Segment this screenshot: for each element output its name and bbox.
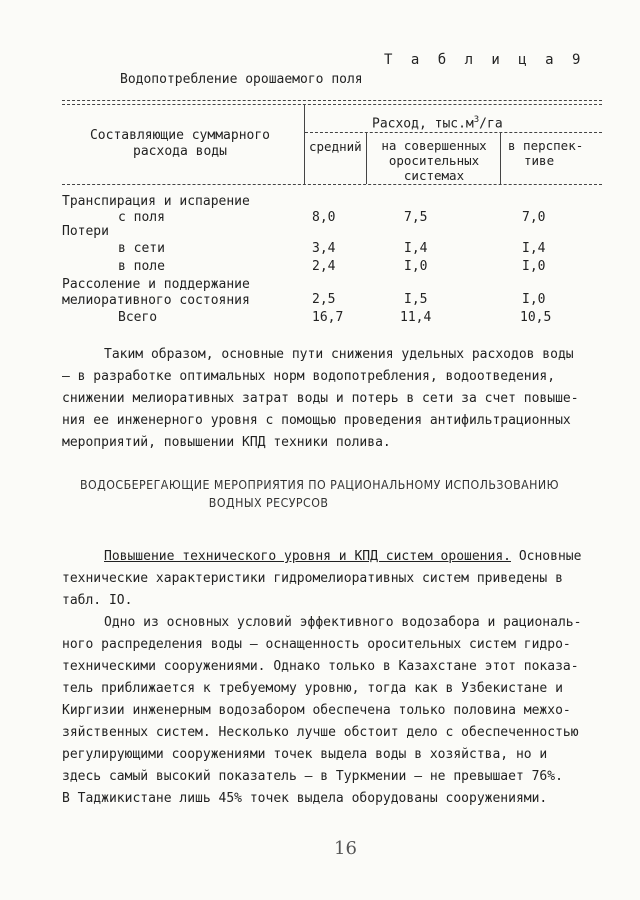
cell-avg: 3,4 — [312, 241, 336, 256]
paragraph-line: зяйственных систем. Несколько лучше обстоит дело с обеспеченностью — [62, 725, 579, 740]
cell-improved: 11,4 — [400, 310, 432, 325]
cell-future: I,0 — [522, 259, 546, 274]
row-label-line: с поля — [118, 210, 165, 225]
header-improved-line: системах — [403, 168, 465, 183]
row-label — [62, 194, 250, 226]
row-label: Потери — [62, 224, 109, 239]
cell-improved: 7,5 — [404, 210, 428, 225]
paragraph-line: тель приближается к требуемому уровню, тогда как в Узбекистане и — [62, 681, 563, 696]
table-header-bottom-rule — [62, 184, 602, 185]
header-consumption — [372, 112, 503, 132]
cell-future: 10,5 — [520, 310, 552, 325]
page-number: 16 — [334, 838, 357, 859]
table-title: Водопотребление орошаемого поля — [120, 72, 363, 87]
table-vline-3 — [500, 132, 501, 184]
paragraph-line: В Таджикистане лишь 45% точек выдела оборудованы сооружениями. — [62, 791, 548, 806]
paragraph-3 — [62, 612, 581, 810]
paragraph-line: ния ее инженерного уровня с помощью проведения антифильтрационных — [62, 413, 571, 428]
paragraph-line: Одно из основных условий эффективного водозабора и рациональ- — [104, 615, 582, 630]
table-caption: Т а б л и ц а 9 — [384, 52, 586, 68]
cell-future: I,0 — [522, 292, 546, 307]
header-improved — [368, 138, 500, 183]
header-component-line: расхода воды — [133, 144, 227, 159]
cell-improved: I,0 — [404, 259, 428, 274]
section-heading-line: ВОДОСБЕРЕГАЮЩИЕ МЕРОПРИЯТИЯ ПО РАЦИОНАЛЬНОМУ ИСПОЛЬЗОВАНИЮ — [80, 478, 560, 492]
paragraph-line: снижении мелиоративных затрат воды и потерь в сети за счет повыше- — [62, 391, 579, 406]
section-heading-line: ВОДНЫХ РЕСУРСОВ — [208, 496, 329, 510]
cell-improved: I,5 — [404, 292, 428, 307]
paragraph-line: здесь самый высокий показатель – в Туркмении – не превышает 76%. — [62, 769, 563, 784]
header-avg: средний — [309, 139, 362, 154]
header-consumption-sup: 3 — [473, 115, 480, 125]
paragraph-line: мероприятий, повышении КПД техники полива. — [62, 435, 391, 450]
row-label: в поле — [118, 259, 165, 274]
cell-future: 7,0 — [522, 210, 546, 225]
header-future-line: тиве — [524, 153, 555, 168]
section-heading — [80, 476, 559, 512]
header-improved-line: на совершенных — [381, 138, 487, 153]
paragraph-line: ного распределения воды – оснащенность оросительных систем гидро- — [62, 637, 571, 652]
paragraph-line: – в разработке оптимальных норм водопотребления, водоотведения, — [62, 369, 556, 384]
header-improved-line: оросительных — [388, 153, 480, 168]
header-consumption-text: Расход, тыс.м — [372, 116, 474, 132]
cell-avg: 16,7 — [312, 310, 344, 325]
row-label-line: мелиоративного состояния — [62, 293, 250, 308]
paragraph-line: технические характеристики гидромелиоративных систем приведены в — [62, 571, 563, 586]
paragraph-text: Основные — [511, 549, 582, 564]
header-component — [60, 128, 300, 160]
header-component-line: Составляющие суммарного — [89, 128, 270, 143]
cell-avg: 8,0 — [312, 210, 336, 225]
row-label: Всего — [118, 310, 158, 325]
table-vline-2 — [366, 132, 367, 184]
cell-avg: 2,4 — [312, 259, 336, 274]
subsection-title: Повышение технического уровня и КПД систем орошения. — [104, 549, 511, 564]
paragraph-1 — [62, 344, 579, 454]
header-consumption-unit: /га — [479, 116, 503, 132]
cell-future: I,4 — [522, 241, 546, 256]
row-label-line: Рассоление и поддержание — [62, 277, 250, 292]
cell-avg: 2,5 — [312, 292, 336, 307]
paragraph-line: Киргизии инженерным водозабором обеспечена только половина межхо- — [62, 703, 571, 718]
row-label: в сети — [118, 241, 165, 256]
paragraph-line: табл. IO. — [62, 593, 133, 608]
cell-improved: I,4 — [404, 241, 428, 256]
table-top-rule-2 — [62, 104, 602, 105]
header-future-line: в перспек- — [508, 138, 584, 153]
paragraph-line — [62, 546, 581, 568]
paragraph-line: регулирующими сооружениями точек выдела воды в хозяйства, но и — [62, 747, 548, 762]
table-vline-1 — [304, 104, 305, 184]
paragraph-2 — [62, 546, 581, 612]
header-future — [508, 138, 583, 168]
paragraph-line: Таким образом, основные пути снижения удельных расходов воды — [104, 347, 574, 362]
row-label-line: Транспирация и испарение — [62, 194, 250, 209]
table-top-rule — [62, 100, 602, 101]
row-label — [62, 277, 250, 309]
paragraph-line: техническими сооружениями. Однако только в Казахстане этот показа- — [62, 659, 579, 674]
